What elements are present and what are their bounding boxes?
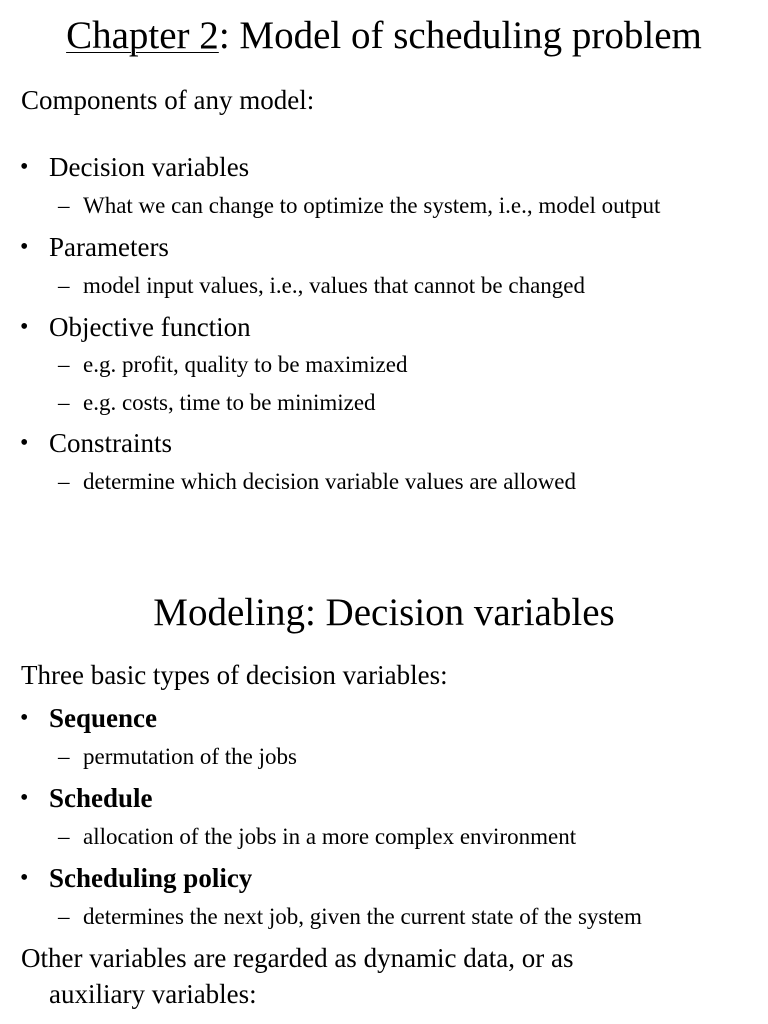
sub-bullet-label: allocation of the jobs in a more complex environment — [83, 824, 577, 849]
bullet-item — [20, 702, 157, 734]
closing-text-continued: auxiliary variables: — [49, 979, 257, 1009]
sub-bullet-label: permutation of the jobs — [83, 744, 297, 769]
closing-text: Other variables are regarded as dynamic data, or as — [21, 943, 574, 973]
bullet-label: Constraints — [49, 428, 173, 458]
intro-text: Three basic types of decision variables: — [21, 660, 448, 690]
dash-icon: – — [58, 390, 70, 415]
sub-bullet-item — [58, 351, 408, 379]
bullet-item — [20, 311, 251, 343]
bullet-label: Decision variables — [49, 152, 250, 182]
sub-bullet-item — [58, 743, 297, 771]
sub-bullet-item — [58, 903, 642, 931]
sub-bullet-item — [58, 468, 577, 496]
dash-icon: – — [58, 352, 70, 377]
bullet-icon: • — [20, 785, 29, 811]
intro-text: Components of any model: — [21, 85, 315, 115]
dash-icon: – — [58, 273, 70, 298]
dash-icon: – — [58, 904, 70, 929]
sub-bullet-label: determines the next job, given the current state of the system — [83, 904, 642, 929]
sub-bullet-label: determine which decision variable values are allowed — [83, 469, 577, 494]
sub-bullet-item — [58, 389, 376, 417]
dash-icon: – — [58, 824, 70, 849]
slide-title — [0, 13, 768, 59]
sub-bullet-label: e.g. costs, time to be minimized — [83, 390, 376, 415]
sub-bullet-item — [58, 192, 661, 220]
bullet-icon: • — [20, 234, 29, 260]
title-text: : Model of scheduling problem — [218, 14, 702, 57]
bullet-item — [20, 782, 153, 814]
bullet-icon: • — [20, 705, 29, 731]
bullet-label: Sequence — [49, 703, 157, 733]
sub-bullet-item — [58, 272, 586, 300]
sub-bullet-item — [58, 823, 577, 851]
sub-bullet-label: What we can change to optimize the system, i.e., model output — [83, 193, 661, 218]
bullet-icon: • — [20, 154, 29, 180]
bullet-item — [20, 862, 253, 894]
slide-title: Modeling: Decision variables — [153, 591, 615, 634]
dash-icon: – — [58, 469, 70, 494]
chapter-label: Chapter 2 — [66, 14, 219, 57]
bullet-icon: • — [20, 314, 29, 340]
slide-modeling-decision-variables — [0, 560, 768, 1024]
sub-bullet-label: e.g. profit, quality to be maximized — [83, 352, 408, 377]
dash-icon: – — [58, 193, 70, 218]
bullet-label: Objective function — [49, 312, 251, 342]
bullet-item — [20, 151, 250, 183]
bullet-item — [20, 427, 173, 459]
bullet-label: Parameters — [49, 232, 169, 262]
dash-icon: – — [58, 744, 70, 769]
sub-bullet-label: model input values, i.e., values that cannot be changed — [83, 273, 586, 298]
bullet-label: Schedule — [49, 783, 153, 813]
bullet-label: Scheduling policy — [49, 863, 253, 893]
bullet-item — [20, 231, 169, 263]
bullet-icon: • — [20, 865, 29, 891]
bullet-icon: • — [20, 430, 29, 456]
